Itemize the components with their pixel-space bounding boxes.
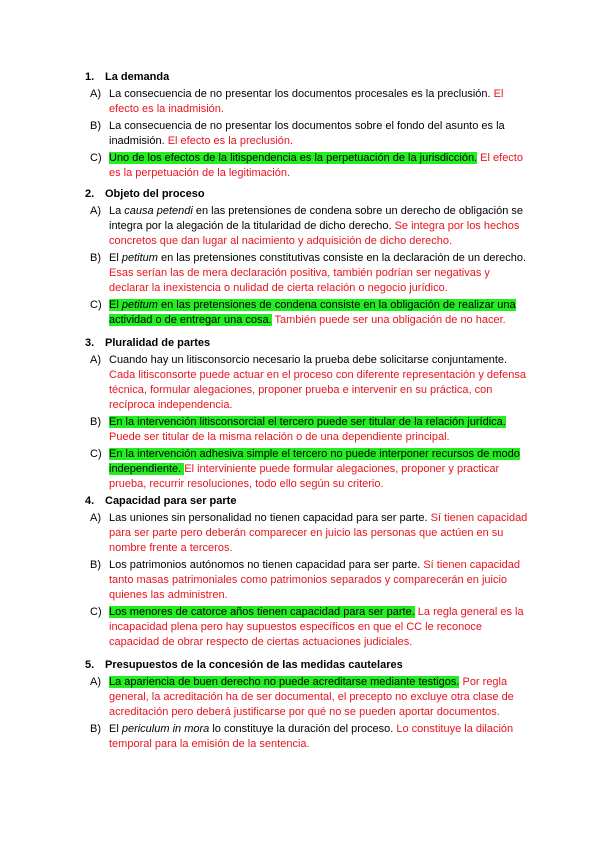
section-number: 1. [85,71,95,83]
answer-option [92,251,532,296]
explanation-text: Sí tienen capacidad tanto masas patrimoniales como patrimonios separados y comparecerán en juicio quienes las administren. [109,559,520,601]
explanation-text: El interviniente puede formular alegaciones, proponer y practicar prueba, recurrir resoluciones, todo ello según su criterio. [109,463,500,490]
section-title: Pluralidad de partes [105,337,211,349]
option-letter: B) [90,723,101,735]
option-text: La [109,205,125,217]
answer-option [92,605,532,650]
correct-answer-text: En la intervención litisconsorcial el tercero puede ser titular de la relación jurídica. [109,416,506,428]
answer-option [92,151,532,181]
option-letter: B) [90,120,101,132]
option-text: lo constituye la duración del proceso. [209,723,397,735]
section-2 [85,187,532,328]
option-letter: C) [90,448,102,460]
section-number: 5. [85,659,95,671]
correct-answer-text: Los menores de catorce años tienen capacidad para ser parte. [109,606,415,618]
correct-answer-text: en las pretensiones de condena consiste en la obligación de realizar una actividad o de entregar una cosa. [109,299,516,326]
option-text: en las pretensiones constitutivas consiste en la declaración de un derecho. [157,252,527,264]
section-1 [85,70,532,181]
correct-answer-text: petitum [121,299,158,311]
option-text: petitum [121,252,158,264]
option-letter: C) [90,606,102,618]
section-heading [85,187,532,202]
section-title: Capacidad para ser parte [105,495,237,507]
correct-answer-text: La apariencia de buen derecho no puede acreditarse mediante testigos. [109,676,460,688]
answer-option [92,415,532,445]
section-heading [85,70,532,85]
answer-option [92,353,532,413]
explanation-text: El efecto es la preclusión. [167,135,294,147]
answer-option [92,558,532,603]
section-title: La demanda [105,71,170,83]
option-letter: C) [90,299,102,311]
option-letter: C) [90,152,102,164]
correct-answer-text: El [109,299,122,311]
section-number: 2. [85,188,95,200]
section-heading [85,494,532,509]
answer-option [92,675,532,720]
explanation-text: Lo constituye la dilación temporal para la emisión de la sentencia. [109,723,514,750]
option-letter: A) [90,512,101,524]
option-letter: A) [90,676,101,688]
section-heading [85,336,532,351]
option-letter: B) [90,559,101,571]
answer-option [92,447,532,492]
option-text: El [109,723,122,735]
explanation-text: El efecto es la inadmisión. [109,88,504,115]
section-heading [85,658,532,673]
explanation-text: Por regla general, la acreditación ha de ser documental, el precepto no excluye otra clase de acreditación pero deberá justificarse por qué no se pueden aportar documentos. [109,676,514,718]
section-title: Presupuestos de la concesión de las medidas cautelares [105,659,403,671]
option-letter: B) [90,416,101,428]
option-text: periculum in mora [121,723,210,735]
option-text: en las pretensiones de condena sobre un derecho de obligación se integra por la alegación de la titularidad de dicho derecho. [109,205,524,232]
explanation-text: Esas serían las de mera declaración positiva, también podrían ser negativas y declarar la inexistencia o nulidad de cierta relación o negocio jurídico. [109,267,490,294]
answer-option [92,87,532,117]
answer-option [92,298,532,328]
option-letter: A) [90,88,101,100]
answer-option [92,204,532,249]
correct-answer-text: Uno de los efectos de la litispendencia es la perpetuación de la jurisdicción. [109,152,478,164]
correct-answer-text: En la intervención adhesiva simple el tercero no puede interponer recursos de modo independiente. [109,448,520,475]
answer-option [92,722,532,752]
option-text: Los patrimonios autónomos no tienen capacidad para ser parte. [109,559,424,571]
explanation-text: La regla general es la incapacidad plena pero hay supuestos específicos en que el CC le reconoce capacidad de obrar respecto de ciertas actuaciones judiciales. [109,606,524,648]
option-text: El [109,252,122,264]
section-title: Objeto del proceso [105,188,205,200]
section-number: 4. [85,495,95,507]
explanation-text: Cada litisconsorte puede actuar en el proceso con diferente representación y defensa técnica, formular alegaciones, proponer prueba e intervenir en su práctica, con recíproca independencia. [109,369,527,411]
option-letter: B) [90,252,101,264]
explanation-text: Sí tienen capacidad para ser parte pero deberán comparecer en juicio las personas que actúen en su nombre frente a terceros. [109,512,528,554]
explanation-text: Se integra por los hechos concretos que dan lugar al nacimiento y adquisición de dicho derecho. [109,220,520,247]
option-letter: A) [90,205,101,217]
section-number: 3. [85,337,95,349]
option-text: La consecuencia de no presentar los documentos procesales es la preclusión. [109,88,494,100]
option-letter: A) [90,354,101,366]
section-4 [85,494,532,650]
explanation-text: También puede ser una obligación de no hacer. [271,314,506,326]
option-text: Las uniones sin personalidad no tienen capacidad para ser parte. [109,512,431,524]
option-text: causa petendi [124,205,193,217]
option-text: La consecuencia de no presentar los documentos sobre el fondo del asunto es la inadmisión. [109,120,505,147]
explanation-text: El efecto es la perpetuación de la legitimación. [109,152,523,179]
explanation-text: Puede ser titular de la misma relación o de una dependiente principal. [109,431,450,443]
section-5 [85,658,532,752]
answer-option [92,119,532,149]
option-text: Cuando hay un litisconsorcio necesario la prueba debe solicitarse conjuntamente. [109,354,508,366]
answer-option [92,511,532,556]
section-3 [85,336,532,492]
